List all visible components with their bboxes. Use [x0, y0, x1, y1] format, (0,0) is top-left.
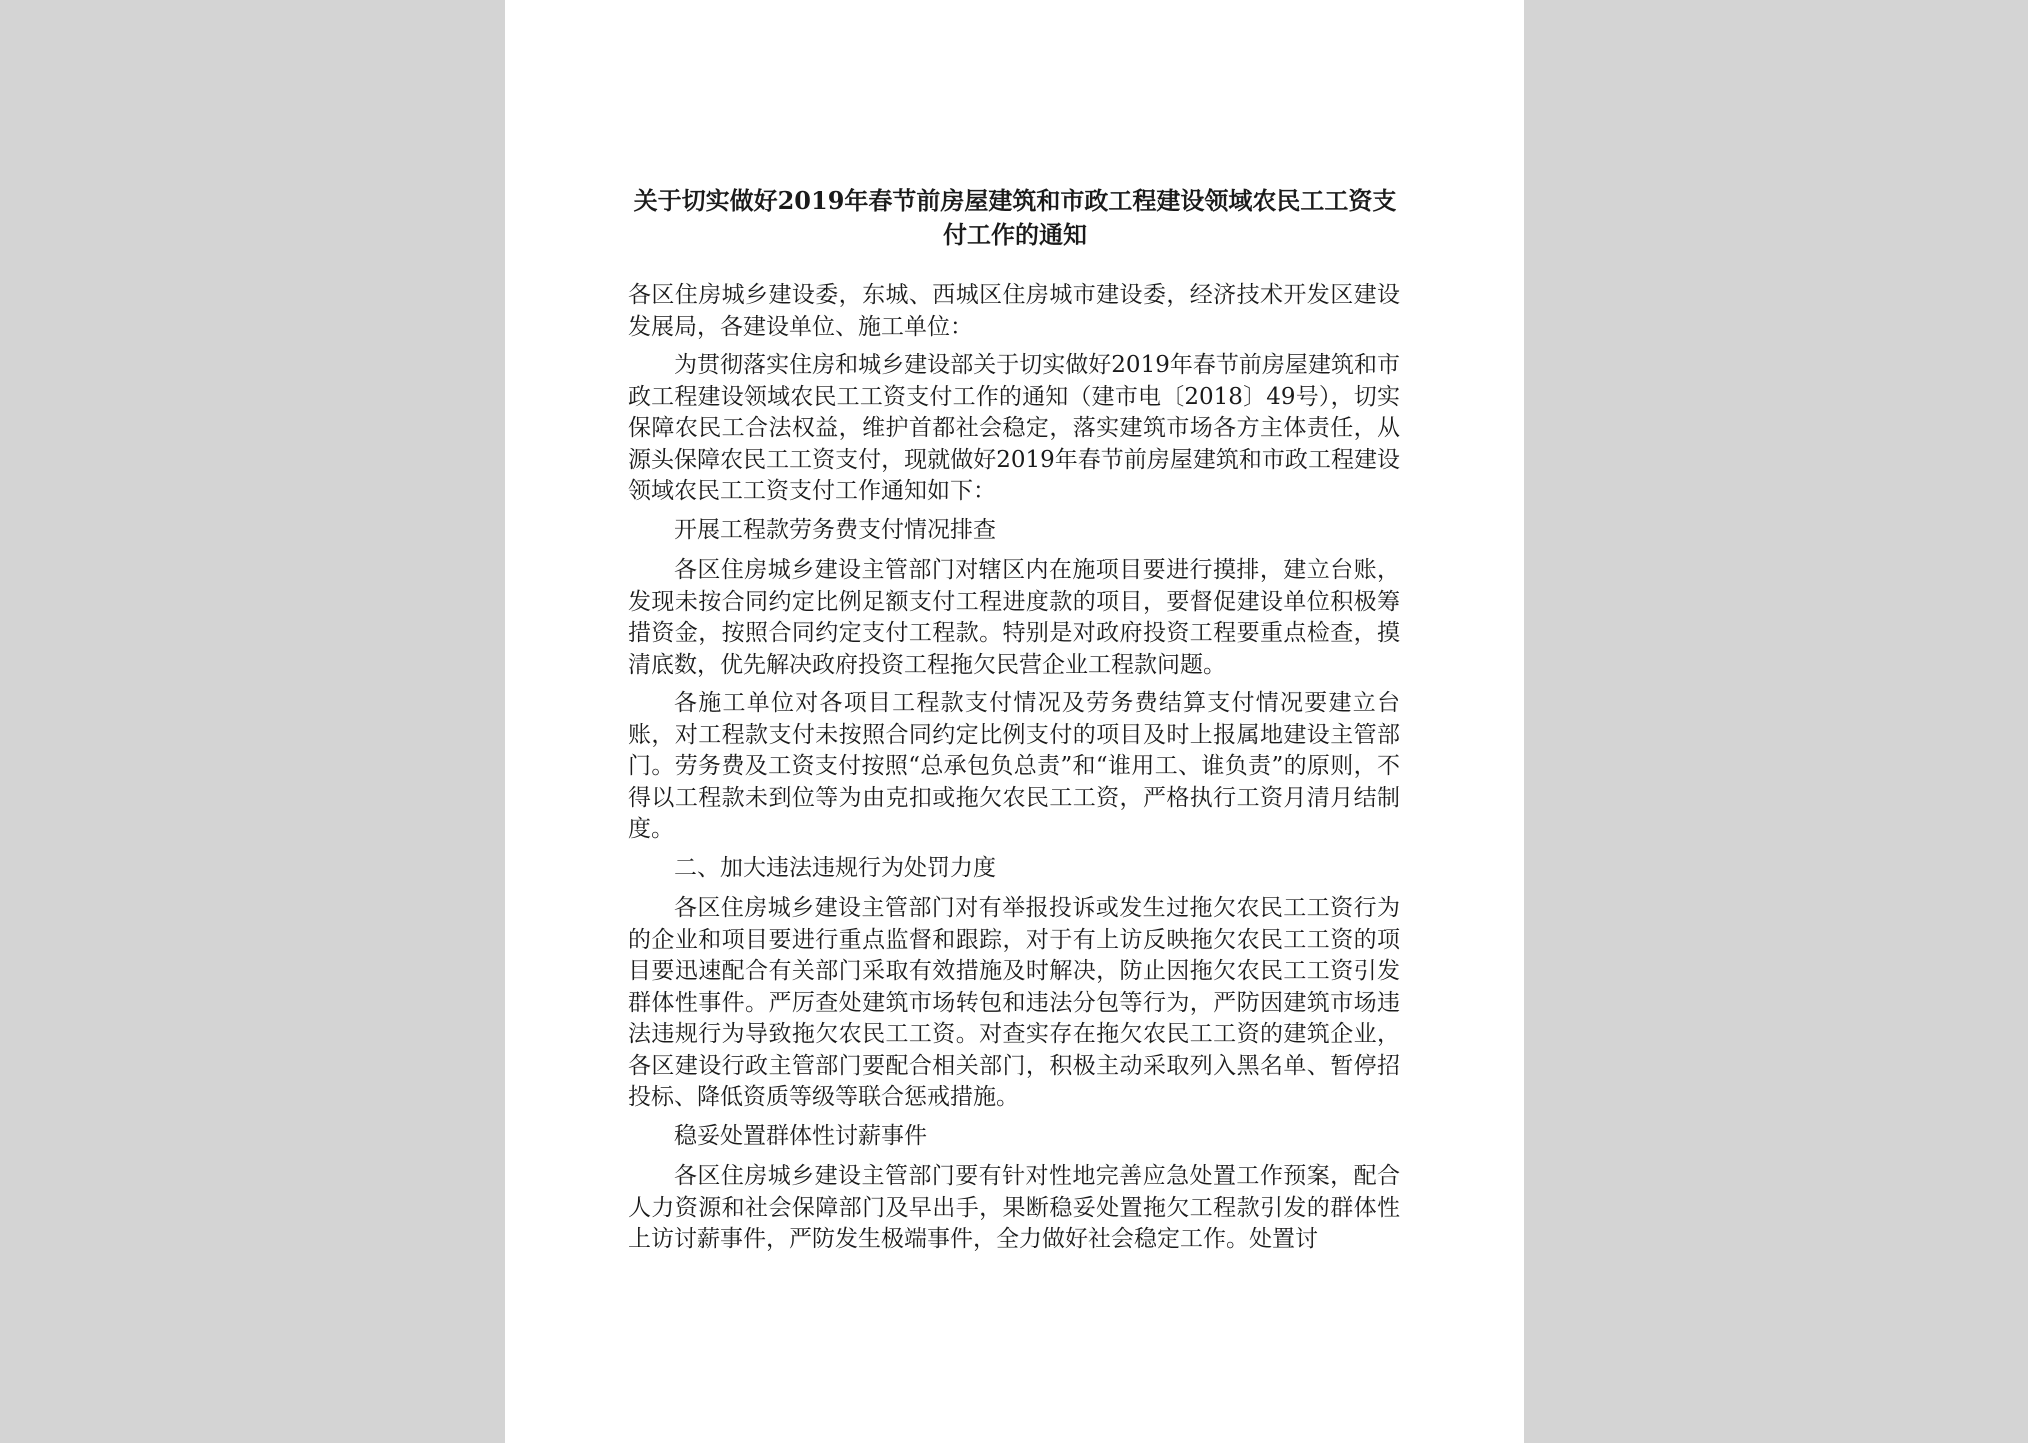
paragraph: 各区住房城乡建设主管部门对有举报投诉或发生过拖欠农民工工资行为的企业和项目要进行重点监督和跟踪，对于有上访反映拖欠农民工工资的项目要迅速配合有关部门采取有效措施及时解决，防止因拖欠农民工工资引发群体性事件。严厉查处建筑市场转包和违法分包等行为，严防因建筑市场违法违规行为导致拖欠农民工工资。对查实存在拖欠农民工工资的建筑企业，各区建设行政主管部门要配合相关部门，积极主动采取列入黑名单、暂停招投标、降低资质等级等联合惩戒措施。 — [628, 895, 1400, 1110]
document-title: 关于切实做好2019年春节前房屋建筑和市政工程建设领域农民工工资支付工作的通知 — [633, 186, 1397, 249]
section-heading-3: 稳妥处置群体性讨薪事件 — [674, 1122, 927, 1149]
paragraph: 各区住房城乡建设主管部门要有针对性地完善应急处置工作预案，配合人力资源和社会保障部门及早出手，果断稳妥处置拖欠工程款引发的群体性上访讨薪事件，严防发生极端事件，全力做好社会稳定工作。处置讨 — [628, 1163, 1400, 1252]
paragraph-intro: 为贯彻落实住房和城乡建设部关于切实做好2019年春节前房屋建筑和市政工程建设领域农民工工资支付工作的通知（建市电〔2018〕49号），切实保障农民工合法权益，维护首都社会稳定，落实建筑市场各方主体责任，从源头保障农民工工资支付，现就做好2019年春节前房屋建筑和市政工程建设领域农民工工资支付工作通知如下： — [628, 352, 1400, 504]
paragraph: 各区住房城乡建设主管部门对辖区内在施项目要进行摸排，建立台账，发现未按合同约定比例足额支付工程进度款的项目，要督促建设单位积极筹措资金，按照合同约定支付工程款。特别是对政府投资工程要重点检查，摸清底数，优先解决政府投资工程拖欠民营企业工程款问题。 — [628, 557, 1400, 678]
section-heading-1: 开展工程款劳务费支付情况排查 — [674, 516, 996, 543]
document-body — [628, 280, 1400, 1263]
salutation: 各区住房城乡建设委，东城、西城区住房城市建设委，经济技术开发区建设发展局，各建设单位、施工单位： — [628, 282, 1400, 340]
section-heading-2: 二、加大违法违规行为处罚力度 — [674, 854, 996, 881]
document-page — [505, 0, 1524, 1443]
paragraph: 各施工单位对各项目工程款支付情况及劳务费结算支付情况要建立台账，对工程款支付未按照合同约定比例支付的项目及时上报属地建设主管部门。劳务费及工资支付按照“总承包负总责”和“谁用工、谁负责”的原则，不得以工程款未到位等为由克扣或拖欠农民工工资，严格执行工资月清月结制度。 — [628, 690, 1400, 842]
